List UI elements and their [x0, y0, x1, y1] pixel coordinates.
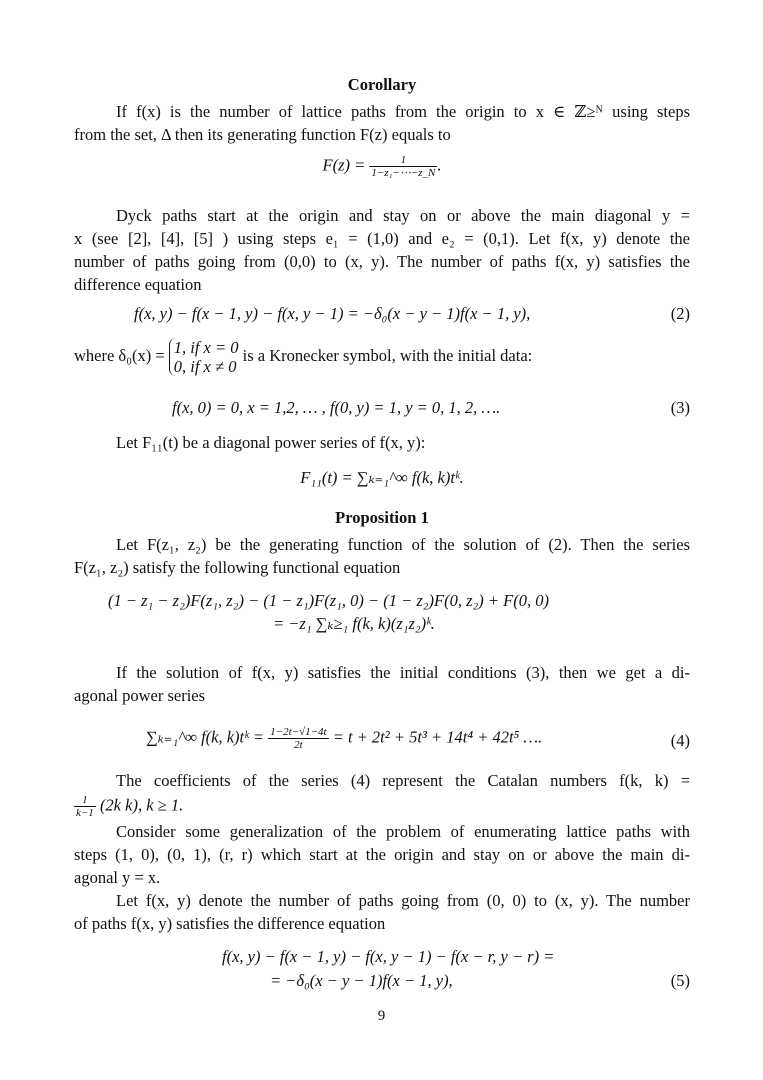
catalan-numerator: 1	[74, 794, 96, 807]
dyck-line-3: number of paths going from (0,0) to (x, y). The number of paths f(x, y) satisfies the	[74, 252, 690, 271]
kronecker-definition	[74, 338, 690, 376]
equation-4-number: (4)	[670, 731, 690, 750]
equation-4	[146, 726, 626, 751]
equation-5-line-2: = −δ₀(x − y − 1)f(x − 1, y),	[270, 971, 453, 990]
generalization-line-1: Consider some generalization of the problem of enumerating lattice paths with	[116, 822, 690, 841]
dyck-line-4: difference equation	[74, 275, 202, 294]
equation-3-number: (3)	[670, 398, 690, 417]
catalan-rest: (2k k), k ≥ 1.	[99, 795, 184, 815]
generalization-line-3: agonal y = x.	[74, 868, 161, 887]
corollary-eq-numerator: 1	[369, 154, 437, 167]
corollary-line-2: from the set, Δ then its generating function F(z) equals to	[74, 125, 451, 144]
equation-2: f(x, y) − f(x − 1, y) − f(x, y − 1) = −δ₀(x − y − 1)f(x − 1, y),	[134, 304, 531, 323]
catalan-denominator: k−1	[76, 807, 94, 819]
generalization-line-4: Let f(x, y) denote the number of paths going from (0, 0) to (x, y). The number	[116, 891, 690, 910]
page-number: 9	[377, 1008, 386, 1024]
dyck-line-1: Dyck paths start at the origin and stay on or above the main diagonal y =	[116, 206, 690, 225]
corollary-heading: Corollary	[347, 75, 417, 94]
kronecker-suffix: is a Kronecker symbol, with the initial data:	[242, 345, 533, 365]
corollary-eq-end: .	[437, 155, 442, 175]
equation-4-rhs: = t + 2t² + 5t³ + 14t⁴ + 42t⁵ ….	[332, 727, 543, 747]
corollary-equation	[74, 154, 690, 179]
equation-2-number: (2)	[670, 304, 690, 323]
kronecker-case-2: 0, if x ≠ 0	[173, 357, 237, 376]
solution-line-2: agonal power series	[74, 686, 206, 705]
generalization-line-2: steps (1, 0), (0, 1), (r, r) which start at the origin and stay on or above the main di-	[74, 845, 690, 864]
diagonal-series-line: Let F₁₁(t) be a diagonal power series of f(x, y):	[116, 433, 426, 452]
equation-4-numerator: 1−2t−√1−4t	[270, 726, 327, 738]
proposition-1-line-1: Let F(z₁, z₂) be the generating function of the solution of (2). Then the series	[116, 535, 690, 554]
proposition-1-line-2: F(z₁, z₂) satisfy the following functional equation	[74, 558, 401, 577]
kronecker-cases	[169, 338, 239, 376]
solution-line-1: If the solution of f(x, y) satisfies the initial conditions (3), then we get a di-	[116, 663, 690, 682]
equation-4-fraction	[268, 726, 328, 751]
kronecker-case-1: 1, if x = 0	[173, 338, 239, 357]
functional-equation-line-1: (1 − z₁ − z₂)F(z₁, z₂) − (1 − z₁)F(z₁, 0) − (1 − z₂)F(0, z₂) + F(0, 0)	[108, 591, 549, 610]
diagonal-series-equation: F₁₁(t) = ∑ₖ₌₁^∞ f(k, k)tᵏ.	[300, 468, 464, 487]
corollary-line-1: If f(x) is the number of lattice paths from the origin to x ∈ ℤ≥ᴺ using steps	[116, 102, 690, 121]
catalan-fraction	[74, 794, 96, 819]
corollary-eq-denominator: 1−z₁−⋯−z_N	[371, 167, 436, 179]
proposition-1-heading: Proposition 1	[335, 508, 429, 527]
dyck-line-2: x (see [2], [4], [5] ) using steps e₁ = (1,0) and e₂ = (0,1). Let f(x, y) denote the	[74, 229, 690, 248]
catalan-formula	[74, 794, 690, 819]
equation-3: f(x, 0) = 0, x = 1,2, … , f(0, y) = 1, y = 0, 1, 2, ….	[172, 398, 501, 417]
corollary-eq-fraction	[369, 154, 437, 179]
equation-5-line-1: f(x, y) − f(x − 1, y) − f(x, y − 1) − f(x − r, y − r) =	[222, 947, 555, 966]
generalization-line-5: of paths f(x, y) satisfies the difference equation	[74, 914, 386, 933]
equation-4-denominator: 2t	[294, 739, 303, 751]
equation-4-lhs: ∑ₖ₌₁^∞ f(k, k)tᵏ =	[146, 727, 265, 747]
functional-equation-line-2: = −z₁ ∑ₖ≥₁ f(k, k)(z₁z₂)ᵏ.	[273, 614, 435, 633]
catalan-line: The coefficients of the series (4) represent the Catalan numbers f(k, k) =	[116, 771, 690, 790]
kronecker-prefix: where δ₀(x) =	[74, 345, 165, 365]
corollary-eq-lhs: F(z) =	[322, 155, 366, 175]
equation-5-number: (5)	[670, 971, 690, 990]
